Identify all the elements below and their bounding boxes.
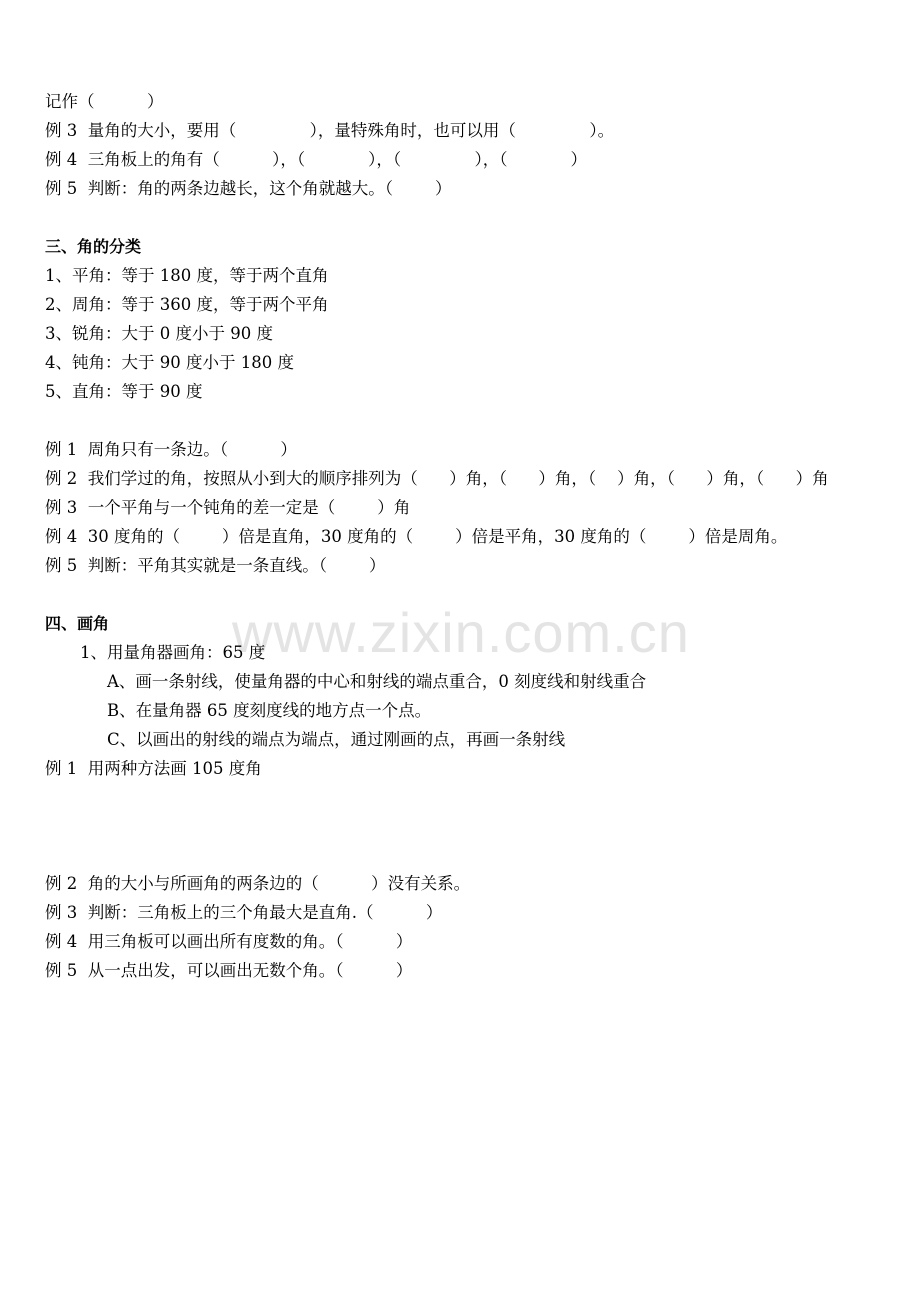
list-item: 3、锐角：大于 0 度小于 90 度 [45,324,273,343]
example-3: 例 3 判断：三角板上的三个角最大是直角.（ ） [45,903,443,922]
list-item: 1、平角：等于 180 度，等于两个直角 [45,266,329,285]
sub-step: C、以画出的射线的端点为端点，通过刚画的点，再画一条射线 [107,730,566,749]
example-5: 例 5 判断：平角其实就是一条直线。（ ） [45,556,386,575]
example-4: 例 4 三角板上的角有（ ），（ ），（ ），（ ） [45,150,587,169]
watermark: www.zixin.com.cn [232,601,690,664]
list-item: 4、钝角：大于 90 度小于 180 度 [45,353,294,372]
section-heading: 三、角的分类 [45,237,142,256]
example-2: 例 2 角的大小与所画角的两条边的（ ）没有关系。 [45,874,471,893]
example-5: 例 5 判断：角的两条边越长，这个角就越大。（ ） [45,179,452,198]
step-item: 1、用量角器画角：65 度 [80,643,266,662]
example-1: 例 1 用两种方法画 105 度角 [45,759,262,778]
text-line: 记作（ ） [45,92,164,111]
sub-step: A、画一条射线，使量角器的中心和射线的端点重合，0 刻度线和射线重合 [107,672,647,691]
list-item: 2、周角：等于 360 度，等于两个平角 [45,295,329,314]
example-3: 例 3 量角的大小，要用（ ），量特殊角时，也可以用（ ）。 [45,121,615,140]
example-1: 例 1 周角只有一条边。（ ） [45,440,297,459]
example-4: 例 4 用三角板可以画出所有度数的角。（ ） [45,932,413,951]
section-heading: 四、画角 [45,614,110,633]
example-3: 例 3 一个平角与一个钝角的差一定是（ ）角 [45,498,411,517]
list-item: 5、直角：等于 90 度 [45,382,203,401]
example-5: 例 5 从一点出发，可以画出无数个角。（ ） [45,961,413,980]
example-2: 例 2 我们学过的角，按照从小到大的顺序排列为（ ）角，（ ）角，（ ）角，（ ）角，（ ）角 [45,469,829,488]
example-4: 例 4 30 度角的（ ）倍是直角，30 度角的（ ）倍是平角，30 度角的（ ）倍是周角。 [45,527,788,546]
sub-step: B、在量角器 65 度刻度线的地方点一个点。 [107,701,432,720]
